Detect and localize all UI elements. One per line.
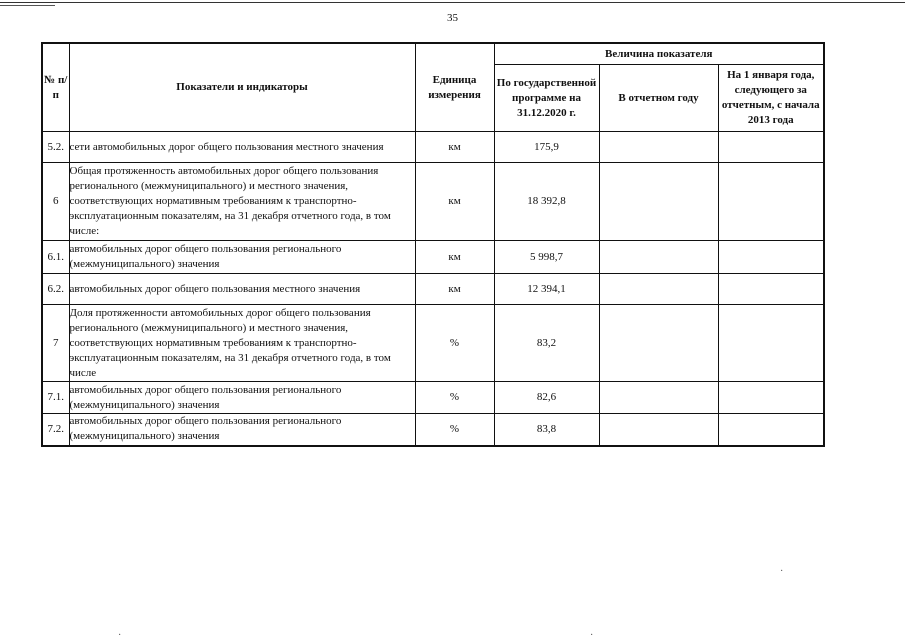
row-indicator: автомобильных дорог общего пользования регионального (межмуниципального) значения — [69, 382, 415, 414]
row-num: 6.2. — [42, 274, 69, 305]
table-row — [42, 305, 824, 382]
table-row — [42, 241, 824, 274]
row-num: 7 — [42, 305, 69, 382]
indicators-table — [41, 42, 825, 447]
row-unit: км — [415, 163, 494, 241]
row-unit: км — [415, 132, 494, 163]
header-program: По государственной программе на 31.12.2020 г. — [494, 65, 599, 132]
row-jan-first-value — [718, 163, 824, 241]
row-jan-first-value — [718, 305, 824, 382]
row-program-value: 5 998,7 — [494, 241, 599, 274]
row-indicator: автомобильных дорог общего пользования регионального (межмуниципального) значения — [69, 241, 415, 274]
row-num: 5.2. — [42, 132, 69, 163]
row-num: 7.1. — [42, 382, 69, 414]
row-jan-first-value — [718, 414, 824, 446]
row-program-value: 175,9 — [494, 132, 599, 163]
scan-speck: · — [118, 630, 122, 641]
row-indicator: сети автомобильных дорог общего пользования местного значения — [69, 132, 415, 163]
row-program-value: 12 394,1 — [494, 274, 599, 305]
row-program-value: 18 392,8 — [494, 163, 599, 241]
row-indicator: автомобильных дорог общего пользования регионального (межмуниципального) значения — [69, 414, 415, 446]
header-jan-first: На 1 января года, следующего за отчетным, с начала 2013 года — [718, 65, 824, 132]
row-jan-first-value — [718, 241, 824, 274]
table-row — [42, 414, 824, 446]
row-program-value: 83,2 — [494, 305, 599, 382]
row-reporting-year-value — [599, 163, 718, 241]
page-number: 35 — [447, 12, 458, 24]
row-reporting-year-value — [599, 382, 718, 414]
scan-speck: · — [780, 566, 784, 577]
header-num: № п/п — [42, 43, 69, 132]
top-rule-short — [0, 5, 55, 6]
row-num: 7.2. — [42, 414, 69, 446]
scan-speck: · — [590, 630, 594, 641]
row-unit: км — [415, 241, 494, 274]
row-reporting-year-value — [599, 132, 718, 163]
row-jan-first-value — [718, 274, 824, 305]
row-program-value: 82,6 — [494, 382, 599, 414]
row-program-value: 83,8 — [494, 414, 599, 446]
table-header — [42, 43, 824, 132]
row-unit: % — [415, 414, 494, 446]
row-reporting-year-value — [599, 305, 718, 382]
row-indicator: Доля протяженности автомобильных дорог общего пользования регионального (межмуниципального) и местного значения, соответствующих нормативным требованиям к транспортно-эксплуатационным показателям, на 31 декабря отчетного года, в том числе — [69, 305, 415, 382]
row-num: 6 — [42, 163, 69, 241]
table-row — [42, 382, 824, 414]
header-unit: Единица измерения — [415, 43, 494, 132]
table-row — [42, 274, 824, 305]
row-num: 6.1. — [42, 241, 69, 274]
row-indicator: автомобильных дорог общего пользования местного значения — [69, 274, 415, 305]
table-row — [42, 132, 824, 163]
header-row-1 — [42, 43, 824, 65]
row-reporting-year-value — [599, 274, 718, 305]
row-unit: % — [415, 382, 494, 414]
header-indicator: Показатели и индикаторы — [69, 43, 415, 132]
row-jan-first-value — [718, 132, 824, 163]
header-value-group: Величина показателя — [494, 43, 824, 65]
table-body — [42, 132, 824, 446]
row-reporting-year-value — [599, 414, 718, 446]
row-unit: % — [415, 305, 494, 382]
top-rule — [0, 2, 905, 3]
row-reporting-year-value — [599, 241, 718, 274]
row-indicator: Общая протяженность автомобильных дорог общего пользования регионального (межмуниципального) и местного значения, соответствующих нормативным требованиям к транспортно-эксплуатационным показателям, на 31 декабря отчетного года, в том числе: — [69, 163, 415, 241]
table-row — [42, 163, 824, 241]
row-jan-first-value — [718, 382, 824, 414]
header-reporting-year: В отчетном году — [599, 65, 718, 132]
row-unit: км — [415, 274, 494, 305]
